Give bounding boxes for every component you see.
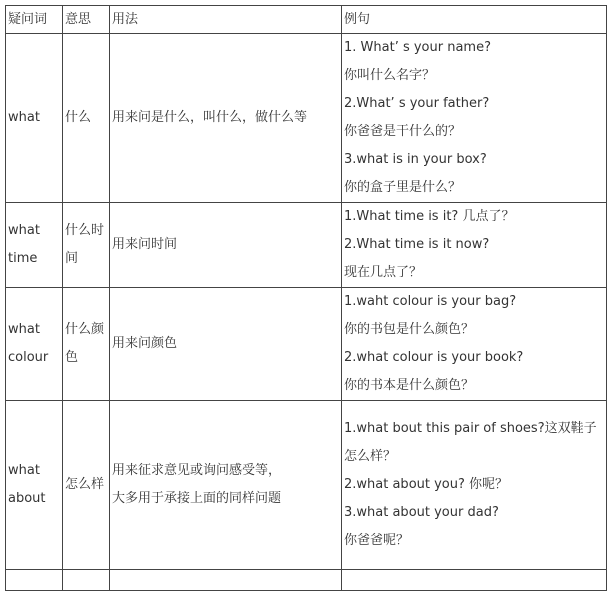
empty-cell [63, 570, 110, 591]
examples-cell [342, 34, 607, 203]
meaning-text: 间 [65, 251, 79, 266]
usage-cell [110, 203, 342, 288]
word-text: about [8, 491, 46, 506]
example-line: 你爸爸呢？ [344, 533, 410, 548]
example-line: 2.what about you? 你呢？ [344, 477, 509, 492]
example-line: 2.what colour is your book? [344, 350, 524, 365]
example-line: 1. What’ s your name? [344, 40, 491, 55]
example-line: 你的书本是什么颜色？ [344, 378, 475, 393]
usage-text: 用来问是什么，叫什么，做什么等 [112, 110, 308, 125]
usage-cell [110, 34, 342, 203]
meaning-text: 什么颜 [65, 322, 105, 337]
empty-cell [342, 570, 607, 591]
word-text: what [8, 322, 40, 337]
meaning-text: 怎么样 [65, 477, 105, 492]
table-row [6, 288, 607, 401]
example-line: 1.What time is it? 几点了？ [344, 209, 515, 224]
meaning-cell [63, 203, 110, 288]
usage-text: 用来问时间 [112, 237, 178, 252]
usage-text: 用来问颜色 [112, 336, 178, 351]
word-text: what [8, 223, 40, 238]
word-text: colour [8, 350, 49, 365]
meaning-text: 什么 [65, 110, 92, 125]
example-line: 你的书包是什么颜色？ [344, 322, 475, 337]
word-text: what [8, 463, 40, 478]
example-line: 1.what bout this pair of shoes?这双鞋子 [344, 421, 597, 436]
word-cell [6, 203, 63, 288]
empty-cell [6, 570, 63, 591]
examples-cell [342, 288, 607, 401]
usage-cell [110, 288, 342, 401]
meaning-text: 色 [65, 350, 79, 365]
meaning-cell [63, 34, 110, 203]
example-line: 2.What’ s your father? [344, 96, 490, 111]
usage-cell [110, 401, 342, 570]
header-examples: 例句 [342, 6, 607, 34]
table-row [6, 34, 607, 203]
question-words-table [5, 5, 607, 591]
meaning-cell [63, 288, 110, 401]
example-line: 3.what is in your box? [344, 152, 487, 167]
table-row [6, 401, 607, 570]
header-word: 疑问词 [6, 6, 63, 34]
usage-text: 大多用于承接上面的同样问题 [112, 491, 282, 506]
table-row-empty [6, 570, 607, 591]
example-line: 怎么样？ [344, 449, 397, 464]
usage-text: 用来征求意见或询问感受等， [112, 463, 282, 478]
word-cell [6, 288, 63, 401]
example-line: 2.What time is it now? [344, 237, 490, 252]
example-line: 你爸爸是干什么的？ [344, 124, 462, 139]
examples-cell [342, 401, 607, 570]
example-line: 你的盒子里是什么？ [344, 180, 462, 195]
meaning-cell [63, 401, 110, 570]
table-row [6, 203, 607, 288]
examples-cell [342, 203, 607, 288]
word-text: time [8, 251, 38, 266]
word-cell [6, 401, 63, 570]
header-row [6, 6, 607, 34]
example-line: 你叫什么名字？ [344, 68, 436, 83]
empty-cell [110, 570, 342, 591]
example-line: 3.what about your dad? [344, 505, 499, 520]
example-line: 现在几点了？ [344, 265, 423, 280]
example-line: 1.waht colour is your bag? [344, 294, 517, 309]
word-cell [6, 34, 63, 203]
word-text: what [8, 110, 40, 125]
header-meaning: 意思 [63, 6, 110, 34]
meaning-text: 什么时 [65, 223, 105, 238]
header-usage: 用法 [110, 6, 342, 34]
